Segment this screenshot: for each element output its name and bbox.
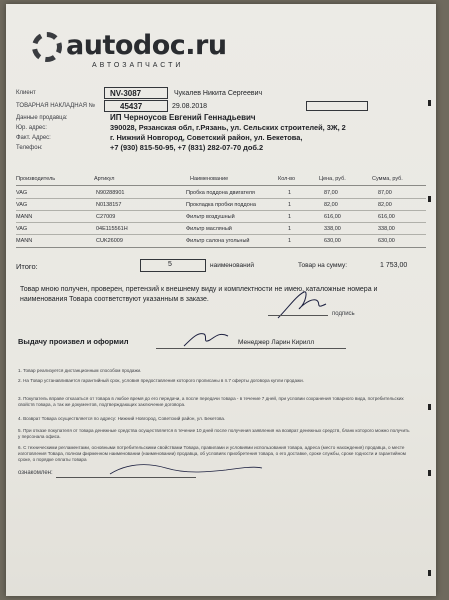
term-2: 2. На Товар устанавливается гарантийный срок, условия предоставления которого прописаны в п.7 оферты договора купли продажи. bbox=[18, 378, 304, 383]
term-4: 4. Возврат Товара осуществляется по адресу: Нижний Новгород, Советский район, ул. Бекетова. bbox=[18, 416, 226, 421]
invoice-label: ТОВАРНАЯ НАКЛАДНАЯ № bbox=[16, 103, 96, 109]
legal-address: 390028, Рязанская обл, г.Рязань, ул. Сельских строителей, 3Ж, 2 bbox=[110, 123, 346, 132]
cell-name: Фильтр масляный bbox=[186, 226, 232, 232]
col-qty: Кол-во bbox=[278, 176, 296, 182]
col-price: Цена, руб. bbox=[319, 176, 346, 182]
signature-line bbox=[268, 315, 328, 316]
company-logo: autodoc.ru bbox=[66, 30, 227, 61]
term-5: 5. При отказе покупателя от товара денежные средства осуществляется в течение 10 дней после получения заявления на возврат денежных средств, бланк которого можно получить у персонала офиса. bbox=[18, 428, 410, 439]
names-label: наименований bbox=[210, 262, 254, 269]
cell-qty: 1 bbox=[288, 202, 292, 208]
punch-mark bbox=[428, 404, 431, 410]
manager-signature-icon bbox=[182, 328, 232, 350]
term-3: 3. Покупатель вправе отказаться от товара в любое время до его передачи, а после передачи товара - в течение 7 дней, при условии сохранения товарного вида, потребительских свойств товара, а так же документов, подтверждающих заключение договора. bbox=[18, 396, 404, 407]
agreed-line bbox=[56, 477, 196, 478]
cell-article: N0138157 bbox=[96, 202, 122, 208]
row-rule bbox=[16, 198, 426, 199]
fact-address: г. Нижний Новгород, Советский район, ул. Бекетова, bbox=[110, 133, 303, 142]
col-sum: Сумма, руб. bbox=[372, 176, 403, 182]
col-manufacturer: Производитель bbox=[16, 176, 56, 182]
invoice-number: 45437 bbox=[120, 102, 143, 111]
punch-mark bbox=[428, 196, 431, 202]
count-box bbox=[140, 259, 206, 272]
punch-mark bbox=[428, 570, 431, 576]
cell-manufacturer: MANN bbox=[16, 238, 33, 244]
cell-qty: 1 bbox=[288, 214, 292, 220]
cell-article: CUK26009 bbox=[96, 238, 123, 244]
cell-sum: 82,00 bbox=[378, 202, 392, 208]
invoice-document bbox=[6, 4, 436, 596]
cell-name: Пробка поддона двигателя bbox=[186, 190, 255, 196]
fact-address-label: Факт. Адрес: bbox=[16, 135, 51, 141]
cell-price: 82,00 bbox=[324, 202, 338, 208]
row-rule bbox=[16, 234, 426, 235]
signature-label: подпись bbox=[332, 311, 355, 317]
cell-sum: 616,00 bbox=[378, 214, 395, 220]
manager-line bbox=[156, 348, 346, 349]
cell-price: 87,00 bbox=[324, 190, 338, 196]
cell-article: C27009 bbox=[96, 214, 116, 220]
acceptance-statement: Товар мною получен, проверен, претензий к внешнему виду и комплектности не имею, каталожные номера и наименования Товара соответствуют указанным в заказе. bbox=[20, 286, 378, 303]
items-count: 5 bbox=[168, 261, 172, 268]
row-rule bbox=[16, 210, 426, 211]
cell-price: 616,00 bbox=[324, 214, 341, 220]
cell-article: 04E115561H bbox=[96, 226, 128, 232]
cell-name: Фильтр воздушный bbox=[186, 214, 235, 220]
row-rule bbox=[16, 222, 426, 223]
client-name: Чукалев Никита Сергеевич bbox=[174, 90, 263, 97]
punch-mark bbox=[428, 470, 431, 476]
cell-qty: 1 bbox=[288, 190, 292, 196]
cell-manufacturer: VAG bbox=[16, 202, 28, 208]
cell-sum: 87,00 bbox=[378, 190, 392, 196]
cell-sum: 630,00 bbox=[378, 238, 395, 244]
gear-logo-icon bbox=[32, 32, 62, 62]
cell-price: 630,00 bbox=[324, 238, 341, 244]
cell-manufacturer: VAG bbox=[16, 190, 28, 196]
itogo-label: Итого: bbox=[16, 262, 38, 271]
col-name: Наименование bbox=[190, 176, 229, 182]
cell-price: 338,00 bbox=[324, 226, 341, 232]
cell-name: Фильтр салона угольный bbox=[186, 238, 250, 244]
seller-name: ИП Черноусов Евгений Геннадьевич bbox=[110, 113, 256, 122]
col-article: Артикул bbox=[94, 176, 115, 182]
seller-label: Данные продавца: bbox=[16, 115, 68, 121]
agreement-signature-icon bbox=[106, 458, 266, 484]
total-sum: 1 753,00 bbox=[380, 262, 408, 269]
cell-qty: 1 bbox=[288, 238, 292, 244]
punch-mark bbox=[428, 100, 431, 106]
client-label: Клиент bbox=[16, 90, 36, 96]
issued-label: Выдачу произвел и оформил bbox=[18, 337, 129, 346]
manager-name: Менеджер Ларин Кирилл bbox=[238, 339, 315, 346]
sum-label: Товар на сумму: bbox=[298, 262, 347, 269]
phone-label: Телефон: bbox=[16, 145, 43, 151]
cell-qty: 1 bbox=[288, 226, 292, 232]
invoice-date: 29.08.2018 bbox=[172, 103, 208, 110]
term-6: 6. С техническими регламентами, основными потребительскими свойствами Товара, правилами и условиями использования товара, адреса (место нахождения) продавца, о месте изготовления Товара, полном фирменном наименовании (наименовании) продавца, об условиях приобретения товара, о его доставке, сроке службы, сроке годности и гарантийном сроке, о порядке оплаты товара bbox=[18, 445, 406, 462]
term-1: 1. Товар реализуется дистанционным способом продажи. bbox=[18, 368, 142, 373]
cell-manufacturer: MANN bbox=[16, 214, 33, 220]
cell-article: N90288901 bbox=[96, 190, 125, 196]
client-code: NV-3087 bbox=[110, 89, 142, 98]
blank-box bbox=[306, 101, 368, 111]
cell-sum: 338,00 bbox=[378, 226, 395, 232]
table-bottom-rule bbox=[16, 247, 426, 248]
cell-name: Прокладка пробки поддона bbox=[186, 202, 256, 208]
phone-number: +7 (930) 815-50-95, +7 (831) 282-07-70 доб.2 bbox=[110, 143, 264, 152]
agreed-label: ознакомлен: bbox=[18, 470, 53, 476]
cell-manufacturer: VAG bbox=[16, 226, 28, 232]
logo-tagline: АВТОЗАПЧАСТИ bbox=[92, 62, 184, 69]
legal-address-label: Юр. адрес: bbox=[16, 125, 47, 131]
table-header-rule bbox=[16, 185, 426, 186]
